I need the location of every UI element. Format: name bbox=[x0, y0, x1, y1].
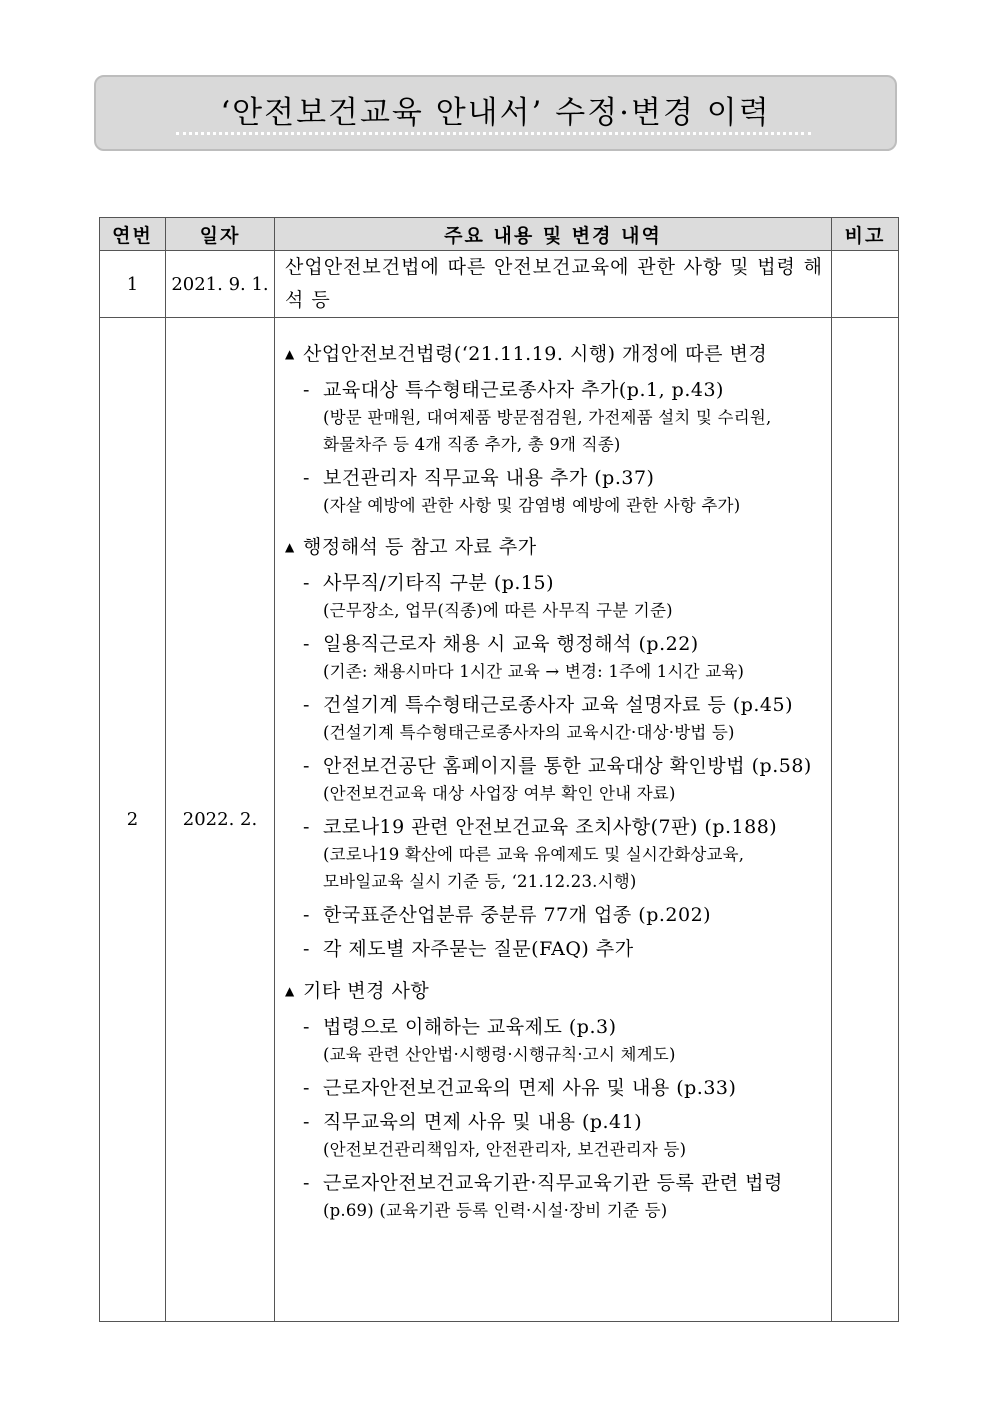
list-item-text: 보건관리자 직무교육 내용 추가 (p.37) bbox=[323, 467, 655, 489]
dash-bullet: - bbox=[303, 816, 310, 838]
section-heading bbox=[285, 977, 825, 1007]
list-item-text: 건설기계 특수형태근로종사자 교육 설명자료 등 (p.45) bbox=[323, 694, 793, 716]
list-item-detail: (기존: 채용시마다 1시간 교육 → 변경: 1주에 1시간 교육) bbox=[323, 662, 745, 681]
row-serial: 2 bbox=[100, 318, 166, 1322]
section-heading-text: 산업안전보건법령(‘21.11.19. 시행) 개정에 따른 변경 bbox=[303, 343, 768, 365]
list-item-text: 직무교육의 면제 사유 및 내용 (p.41) bbox=[323, 1111, 643, 1133]
dash-bullet: - bbox=[303, 938, 310, 960]
list-item bbox=[285, 630, 825, 658]
list-item-detail: (코로나19 확산에 따른 교육 유예제도 및 실시간화상교육, bbox=[323, 845, 745, 864]
list-item-detail: 화물차주 등 4개 직종 추가, 총 9개 직종) bbox=[323, 435, 621, 454]
list-item-text: 일용직근로자 채용 시 교육 행정해석 (p.22) bbox=[323, 633, 699, 655]
row-serial: 1 bbox=[100, 251, 166, 318]
list-item bbox=[285, 1108, 825, 1136]
table-row bbox=[100, 251, 899, 318]
row-note bbox=[832, 251, 899, 318]
dash-bullet: - bbox=[303, 1016, 310, 1038]
list-item-detail: (근무장소, 업무(직종)에 따른 사무직 구분 기준) bbox=[323, 601, 673, 620]
dash-bullet: - bbox=[303, 1077, 310, 1099]
dash-bullet: - bbox=[303, 1172, 310, 1194]
dash-bullet: - bbox=[303, 467, 310, 489]
list-item-text: 코로나19 관련 안전보건교육 조치사항(7판) (p.188) bbox=[323, 816, 778, 838]
row-date: 2022. 2. bbox=[166, 318, 275, 1322]
list-item bbox=[285, 1169, 825, 1197]
dash-bullet: - bbox=[303, 1111, 310, 1133]
section-heading bbox=[285, 340, 825, 370]
list-item bbox=[285, 813, 825, 841]
list-item-detail: (p.69) (교육기관 등록 인력·시설·장비 기준 등) bbox=[323, 1201, 668, 1220]
dash-bullet: - bbox=[303, 572, 310, 594]
list-item-detail: (교육 관련 산안법·시행령·시행규칙·고시 체계도) bbox=[323, 1045, 676, 1064]
document-title: ‘안전보건교육 안내서’ 수정·변경 이력 bbox=[220, 95, 771, 131]
header-serial: 연번 bbox=[100, 218, 166, 251]
row-date: 2021. 9. 1. bbox=[166, 251, 275, 318]
list-item-text: 근로자안전보건교육기관·직무교육기관 등록 관련 법령 bbox=[323, 1172, 783, 1194]
dash-bullet: - bbox=[303, 379, 310, 401]
list-item-detail: (안전보건교육 대상 사업장 여부 확인 안내 자료) bbox=[323, 784, 676, 803]
list-item-detail: (자살 예방에 관한 사항 및 감염병 예방에 관한 사항 추가) bbox=[323, 496, 741, 515]
list-item-detail: (방문 판매원, 대여제품 방문점검원, 가전제품 설치 및 수리원, bbox=[323, 408, 772, 427]
list-item bbox=[285, 376, 825, 404]
list-item-detail: (안전보건관리책임자, 안전관리자, 보건관리자 등) bbox=[323, 1140, 687, 1159]
revision-history-table bbox=[99, 217, 899, 1322]
dash-bullet: - bbox=[303, 904, 310, 926]
list-item bbox=[285, 691, 825, 719]
list-item bbox=[285, 464, 825, 492]
list-item-detail: (건설기계 특수형태근로종사자의 교육시간·대상·방법 등) bbox=[323, 723, 735, 742]
change-sections bbox=[285, 340, 825, 1224]
list-item-text: 사무직/기타직 구분 (p.15) bbox=[323, 572, 555, 594]
table-row bbox=[100, 318, 899, 1322]
row-content: 산업안전보건법에 따른 안전보건교육에 관한 사항 및 법령 해석 등 bbox=[275, 251, 832, 318]
list-item-text: 근로자안전보건교육의 면제 사유 및 내용 (p.33) bbox=[323, 1077, 737, 1099]
list-item-text: 안전보건공단 홈페이지를 통한 교육대상 확인방법 (p.58) bbox=[323, 755, 812, 777]
list-item bbox=[285, 901, 825, 929]
header-note: 비고 bbox=[832, 218, 899, 251]
row-content bbox=[275, 318, 832, 1322]
triangle-marker-icon: ▲ bbox=[285, 984, 295, 998]
list-item bbox=[285, 569, 825, 597]
list-item-text: 한국표준산업분류 중분류 77개 업종 (p.202) bbox=[323, 904, 712, 926]
table-header-row bbox=[100, 218, 899, 251]
dash-bullet: - bbox=[303, 633, 310, 655]
list-item bbox=[285, 1013, 825, 1041]
dash-bullet: - bbox=[303, 694, 310, 716]
header-date: 일자 bbox=[166, 218, 275, 251]
section-heading-text: 기타 변경 사항 bbox=[303, 980, 430, 1002]
list-item-text: 교육대상 특수형태근로종사자 추가(p.1, p.43) bbox=[323, 379, 724, 401]
triangle-marker-icon: ▲ bbox=[285, 347, 295, 361]
change-section bbox=[285, 533, 825, 963]
list-item bbox=[285, 752, 825, 780]
change-section bbox=[285, 977, 825, 1224]
section-heading-text: 행정해석 등 참고 자료 추가 bbox=[303, 536, 537, 558]
header-content: 주요 내용 및 변경 내역 bbox=[275, 218, 832, 251]
row-note bbox=[832, 318, 899, 1322]
triangle-marker-icon: ▲ bbox=[285, 540, 295, 554]
list-item bbox=[285, 1074, 825, 1102]
dash-bullet: - bbox=[303, 755, 310, 777]
list-item-text: 법령으로 이해하는 교육제도 (p.3) bbox=[323, 1016, 617, 1038]
list-item-detail: 모바일교육 실시 기준 등, ‘21.12.23.시행) bbox=[323, 872, 637, 891]
change-section bbox=[285, 340, 825, 519]
list-item bbox=[285, 935, 825, 963]
title-dotted-underline bbox=[176, 132, 811, 135]
section-heading bbox=[285, 533, 825, 563]
list-item-text: 각 제도별 자주묻는 질문(FAQ) 추가 bbox=[323, 938, 634, 960]
title-banner bbox=[94, 75, 897, 151]
